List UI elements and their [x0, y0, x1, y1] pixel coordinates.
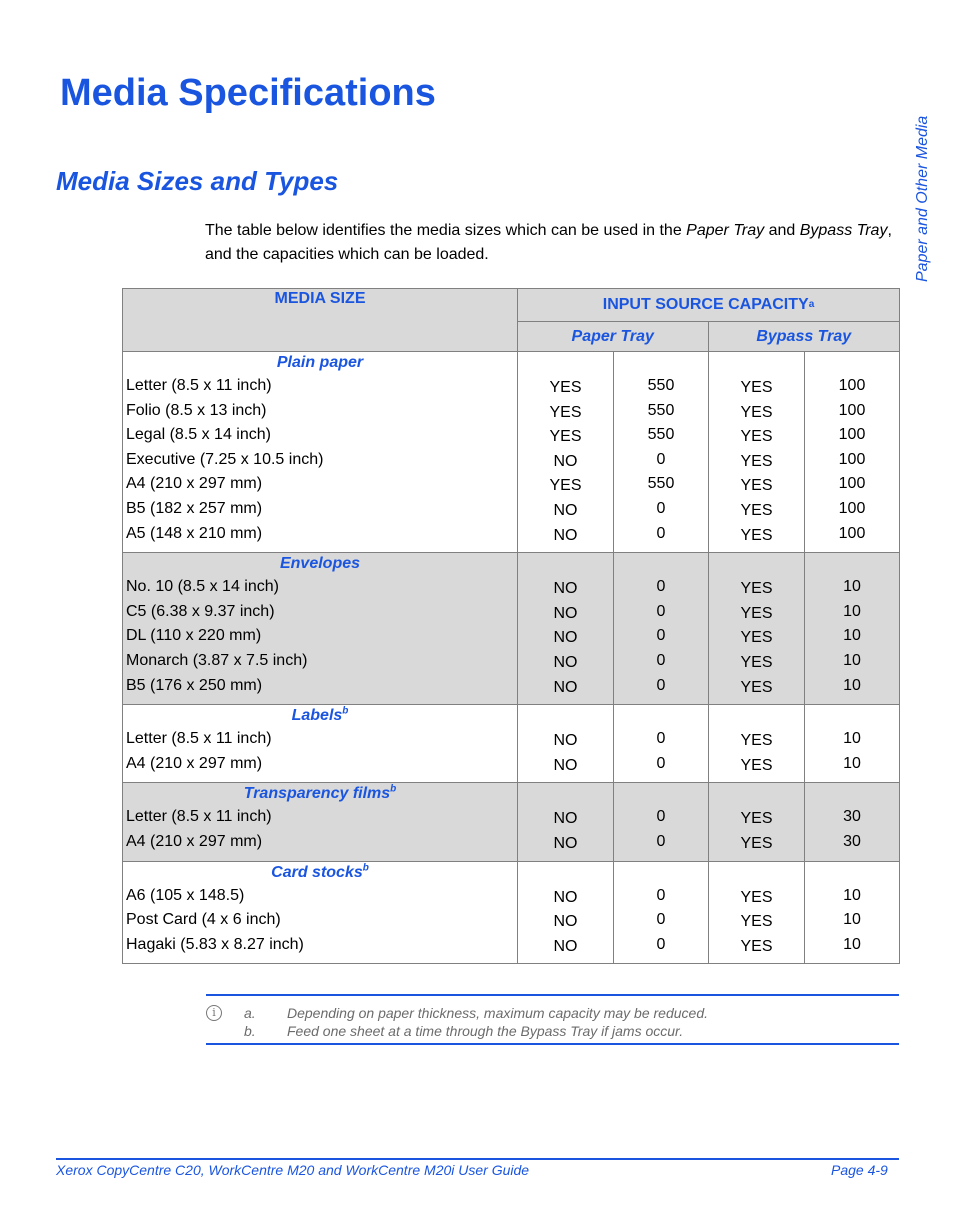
media-table — [122, 288, 900, 964]
media-size-cell: Letter (8.5 x 11 inch) — [126, 730, 272, 748]
paper-tray-support-cell: YES — [549, 428, 582, 446]
spacer — [614, 705, 708, 727]
bypass-tray-support-cell: YES — [740, 501, 773, 519]
group-title-text: Labels — [291, 707, 343, 725]
media-size-column — [123, 553, 518, 704]
media-size-column — [123, 705, 518, 782]
group-title-text: Transparency films — [243, 785, 391, 803]
paper-tray-capacity-cell: 0 — [656, 832, 666, 850]
footnote-a — [244, 1005, 708, 1021]
bypass-tray-support-cell: YES — [740, 428, 773, 446]
media-size-cell: Letter (8.5 x 11 inch) — [126, 808, 272, 826]
paper-tray-support-cell: NO — [553, 888, 578, 906]
spacer — [518, 352, 613, 374]
paper-tray-support-cell: NO — [553, 526, 578, 544]
bypass-tray-capacity-cell: 100 — [838, 475, 866, 493]
header-input-source-capacity: INPUT SOURCE CAPACITY a — [518, 289, 899, 322]
spacer — [709, 783, 804, 805]
paper-tray-capacity-column — [614, 553, 709, 704]
paper-tray-capacity-cell: 550 — [647, 426, 675, 444]
bypass-tray-capacity-column — [805, 553, 899, 704]
group-note-mark: b — [342, 705, 349, 717]
bypass-tray-support-cell: YES — [740, 629, 773, 647]
spacer — [805, 553, 899, 575]
intro-paragraph — [205, 219, 899, 267]
page-title: Media Specifications — [60, 72, 436, 114]
bypass-tray-capacity-column — [805, 862, 899, 964]
paper-tray-support-cell: NO — [553, 604, 578, 622]
paper-tray-support-cell: NO — [553, 834, 578, 852]
media-size-cell: C5 (6.38 x 9.37 inch) — [126, 602, 275, 620]
info-icon: i — [206, 1005, 222, 1021]
media-size-cell: B5 (176 x 250 mm) — [126, 676, 263, 694]
bypass-tray-support-cell: YES — [740, 937, 773, 955]
group-title — [123, 705, 517, 727]
group-title — [123, 553, 517, 575]
bypass-tray-support-cell: YES — [740, 580, 773, 598]
bypass-tray-capacity-cell: 10 — [843, 602, 861, 620]
intro-bypass-tray: Bypass Tray — [799, 222, 888, 239]
header-bypass-tray: Bypass Tray — [756, 327, 852, 345]
paper-tray-support-cell: NO — [553, 810, 578, 828]
bypass-tray-support-cell: YES — [740, 732, 773, 750]
bypass-tray-capacity-cell: 10 — [843, 651, 861, 669]
paper-tray-support-cell: NO — [553, 629, 578, 647]
paper-tray-capacity-cell: 0 — [656, 886, 666, 904]
paper-tray-support-cell: NO — [553, 501, 578, 519]
media-size-column — [123, 352, 518, 552]
spacer — [709, 705, 804, 727]
paper-tray-capacity-cell: 0 — [656, 627, 666, 645]
bypass-tray-capacity-cell: 10 — [843, 886, 861, 904]
paper-tray-support-cell: YES — [549, 403, 582, 421]
paper-tray-support-column — [518, 783, 614, 860]
bypass-tray-support-cell: YES — [740, 653, 773, 671]
bypass-tray-capacity-cell: 10 — [843, 730, 861, 748]
media-size-cell: Monarch (3.87 x 7.5 inch) — [126, 651, 308, 669]
bypass-tray-capacity-cell: 10 — [843, 627, 861, 645]
paper-tray-support-cell: YES — [549, 379, 582, 396]
spacer — [805, 783, 899, 805]
bypass-tray-capacity-cell: 100 — [838, 499, 866, 517]
spacer — [518, 862, 613, 884]
group-title-text: Plain paper — [276, 354, 364, 371]
intro-text-1: The table below identifies the media sizes which can be used in the — [205, 222, 687, 239]
paper-tray-capacity-cell: 0 — [656, 754, 666, 772]
paper-tray-support-cell: NO — [553, 732, 578, 750]
bypass-tray-support-cell: YES — [740, 913, 773, 931]
bypass-tray-capacity-column — [805, 783, 899, 860]
group-title — [123, 783, 517, 805]
bypass-tray-capacity-cell: 10 — [843, 676, 861, 694]
media-size-cell: Legal (8.5 x 14 inch) — [126, 426, 271, 444]
table-group-1 — [122, 553, 900, 705]
spacer — [518, 705, 613, 727]
group-title-text: Envelopes — [279, 555, 361, 573]
bypass-tray-support-cell: YES — [740, 810, 773, 828]
bypass-tray-support-cell: YES — [740, 678, 773, 696]
footer-guide-title: Xerox CopyCentre C20, WorkCentre M20 and WorkCentre M20i User Guide — [56, 1162, 530, 1178]
group-note-mark: b — [362, 862, 369, 874]
paper-tray-capacity-cell: 0 — [656, 651, 666, 669]
media-size-cell: Executive (7.25 x 10.5 inch) — [126, 450, 324, 468]
paper-tray-capacity-cell: 550 — [647, 475, 675, 493]
footnote-b — [244, 1023, 683, 1039]
paper-tray-support-cell: NO — [553, 756, 578, 774]
media-size-cell: B5 (182 x 257 mm) — [126, 499, 263, 517]
header-paper-tray: Paper Tray — [518, 322, 709, 351]
paper-tray-capacity-cell: 0 — [656, 602, 666, 620]
paper-tray-capacity-cell: 0 — [656, 524, 666, 542]
group-title — [123, 862, 517, 884]
paper-tray-support-cell: NO — [553, 678, 578, 696]
bypass-tray-support-cell: YES — [740, 604, 773, 622]
intro-paper-tray: Paper Tray — [686, 222, 765, 239]
paper-tray-support-column — [518, 553, 614, 704]
spacer — [805, 352, 899, 374]
intro-text-2: , and the capacities which can be loaded. — [205, 222, 892, 263]
bypass-tray-capacity-cell: 10 — [843, 935, 861, 953]
paper-tray-capacity-cell: 0 — [656, 450, 666, 468]
media-size-cell: A4 (210 x 297 mm) — [126, 475, 263, 493]
group-note-mark: b — [390, 783, 397, 795]
header-media-size: MEDIA SIZE — [123, 289, 518, 351]
paper-tray-support-cell: NO — [553, 452, 578, 470]
paper-tray-capacity-column — [614, 352, 709, 552]
bypass-tray-support-cell: YES — [740, 756, 773, 774]
group-title-text: Card stocks — [271, 863, 363, 881]
spacer — [614, 862, 708, 884]
paper-tray-capacity-cell: 550 — [647, 401, 675, 419]
spacer — [614, 553, 708, 575]
footnotes-box — [206, 994, 899, 1045]
media-size-cell: Folio (8.5 x 13 inch) — [126, 401, 267, 419]
paper-tray-capacity-column — [614, 783, 709, 860]
paper-tray-capacity-cell: 0 — [656, 499, 666, 517]
paper-tray-capacity-cell: 0 — [656, 808, 666, 826]
bypass-tray-support-column — [709, 783, 805, 860]
side-section-label: Paper and Other Media — [914, 115, 931, 282]
spacer — [614, 352, 708, 374]
spacer — [518, 783, 613, 805]
bypass-tray-support-column — [709, 862, 805, 964]
media-size-cell: A4 (210 x 297 mm) — [126, 754, 263, 772]
media-size-cell: A5 (148 x 210 mm) — [126, 524, 263, 542]
table-group-0 — [122, 352, 900, 553]
bypass-tray-capacity-column — [805, 705, 899, 782]
bypass-tray-support-cell: YES — [740, 452, 773, 470]
section-title: Media Sizes and Types — [56, 166, 339, 196]
footnote-text: Depending on paper thickness, maximum capacity may be reduced. — [287, 1005, 708, 1021]
spacer — [709, 862, 804, 884]
bypass-tray-capacity-cell: 100 — [838, 524, 866, 542]
bypass-tray-capacity-cell: 10 — [843, 578, 861, 596]
media-size-cell: DL (110 x 220 mm) — [126, 627, 262, 645]
media-size-cell: Letter (8.5 x 11 inch) — [126, 377, 272, 394]
bypass-tray-capacity-cell: 100 — [838, 401, 866, 419]
bypass-tray-support-column — [709, 553, 805, 704]
bypass-tray-support-cell: YES — [740, 888, 773, 906]
paper-tray-support-cell: NO — [553, 913, 578, 931]
paper-tray-capacity-cell: 550 — [647, 377, 675, 394]
bypass-tray-support-cell: YES — [740, 477, 773, 495]
media-size-cell: A6 (105 x 148.5) — [126, 886, 245, 904]
paper-tray-support-cell: NO — [553, 580, 578, 598]
footnote-text: Feed one sheet at a time through the Bypass Tray if jams occur. — [287, 1023, 684, 1039]
bypass-tray-capacity-cell: 100 — [838, 377, 866, 394]
media-size-cell: Post Card (4 x 6 inch) — [126, 911, 281, 929]
intro-and: and — [764, 222, 800, 239]
bypass-tray-support-cell: YES — [740, 834, 773, 852]
bypass-tray-support-column — [709, 705, 805, 782]
table-group-4 — [122, 862, 900, 965]
bypass-tray-capacity-cell: 100 — [838, 450, 866, 468]
media-size-column — [123, 783, 518, 860]
spacer — [614, 783, 708, 805]
paper-tray-support-cell: NO — [553, 653, 578, 671]
table-group-2 — [122, 705, 900, 783]
media-size-cell: Hagaki (5.83 x 8.27 inch) — [126, 935, 304, 953]
table-body — [122, 352, 900, 964]
paper-tray-capacity-cell: 0 — [656, 911, 666, 929]
paper-tray-capacity-column — [614, 705, 709, 782]
spacer — [805, 862, 899, 884]
paper-tray-capacity-cell: 0 — [656, 578, 666, 596]
paper-tray-support-cell: NO — [553, 937, 578, 955]
spacer — [709, 352, 804, 374]
bypass-tray-capacity-column — [805, 352, 899, 552]
paper-tray-support-cell: YES — [549, 477, 582, 495]
spacer — [709, 553, 804, 575]
spacer — [805, 705, 899, 727]
spacer — [518, 553, 613, 575]
table-header — [122, 288, 900, 352]
bypass-tray-capacity-cell: 30 — [843, 808, 861, 826]
media-size-cell: No. 10 (8.5 x 14 inch) — [126, 578, 279, 596]
paper-tray-capacity-cell: 0 — [656, 676, 666, 694]
paper-tray-capacity-cell: 0 — [656, 935, 666, 953]
bypass-tray-capacity-cell: 10 — [843, 754, 861, 772]
paper-tray-capacity-column — [614, 862, 709, 964]
bypass-tray-support-cell: YES — [740, 526, 773, 544]
table-group-3 — [122, 783, 900, 861]
header-capacity-label: INPUT SOURCE CAPACITY — [602, 296, 809, 313]
footer-page-number: Page 4-9 — [831, 1162, 888, 1178]
footer-rule — [56, 1158, 899, 1160]
footnote-key: b. — [244, 1023, 256, 1039]
paper-tray-support-column — [518, 705, 614, 782]
footnote-key: a. — [244, 1005, 256, 1021]
bypass-tray-support-cell: YES — [740, 403, 773, 421]
paper-tray-capacity-cell: 0 — [656, 730, 666, 748]
bypass-tray-capacity-cell: 10 — [843, 911, 861, 929]
paper-tray-support-column — [518, 352, 614, 552]
header-input-source — [518, 289, 899, 351]
media-size-cell: A4 (210 x 297 mm) — [126, 832, 263, 850]
media-size-column — [123, 862, 518, 964]
bypass-tray-support-column — [709, 352, 805, 552]
bypass-tray-support-cell: YES — [740, 379, 773, 396]
bypass-tray-capacity-cell: 30 — [843, 832, 861, 850]
paper-tray-support-column — [518, 862, 614, 964]
group-title — [123, 352, 517, 374]
bypass-tray-capacity-cell: 100 — [838, 426, 866, 444]
